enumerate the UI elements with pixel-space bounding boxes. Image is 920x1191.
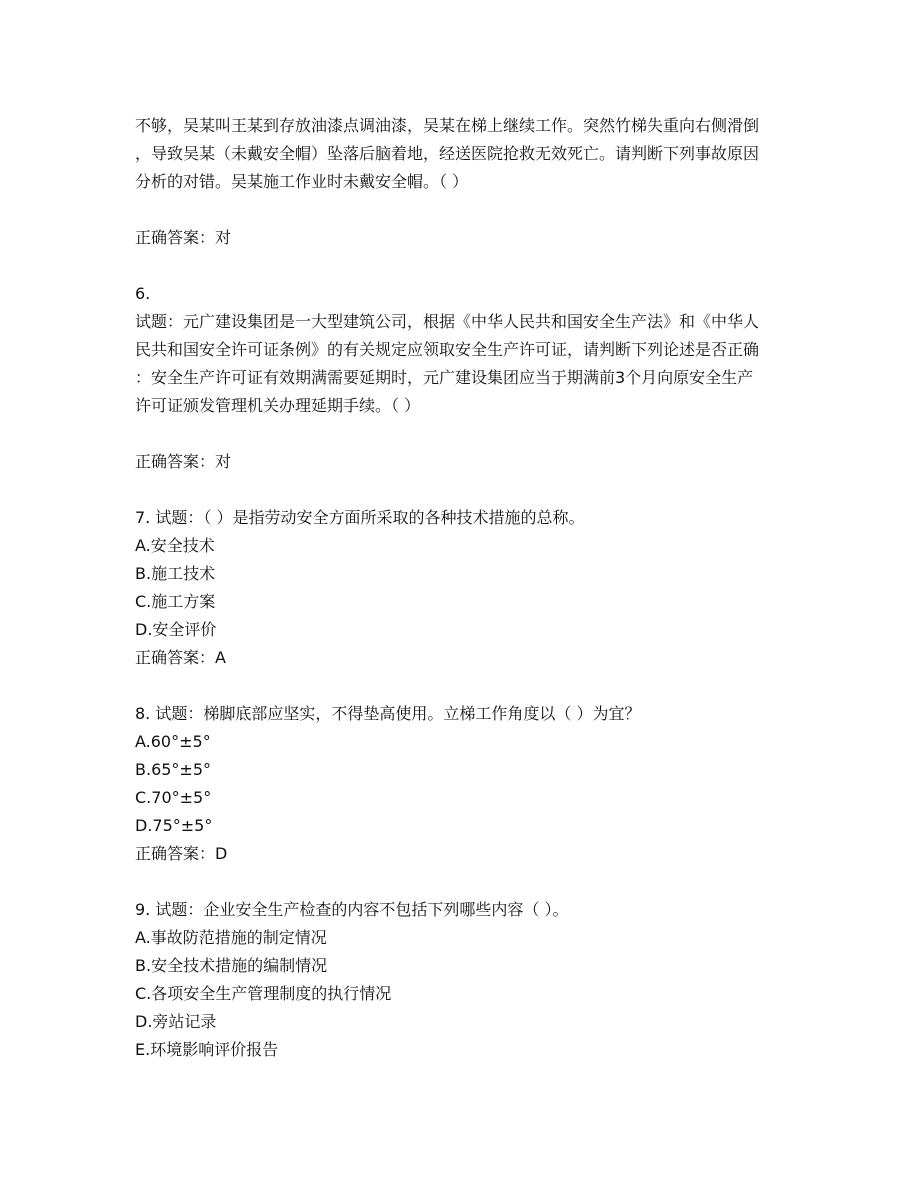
question-8-answer: 正确答案：D [135,844,228,863]
question-5-answer: 正确答案：对 [135,228,232,247]
question-5 [135,112,785,252]
question-6-answer: 正确答案：对 [135,452,232,471]
question-7-option: D.安全评价 [135,620,217,639]
question-7 [135,504,785,672]
question-6-stem-line: 许可证颁发管理机关办理延期手续。（ ） [135,396,421,415]
question-8-option: D.75°±5° [135,816,213,835]
question-8-option: B.65°±5° [135,760,212,779]
question-9-stem: 9. 试题：企业安全生产检查的内容不包括下列哪些内容（ ）。 [135,900,569,919]
document-page [135,112,785,1064]
question-9-option: E.环境影响评价报告 [135,1040,279,1059]
question-8-option: C.70°±5° [135,788,212,807]
question-5-stem-line: ，导致吴某（未戴安全帽）坠落后脑着地，经送医院抢救无效死亡。请判断下列事故原因 [135,144,760,163]
question-7-option: B.施工技术 [135,564,216,583]
question-7-option: A.安全技术 [135,536,215,555]
question-6-stem-line: 民共和国安全许可证条例》的有关规定应领取安全生产许可证，请判断下列论述是否正确 [135,340,760,359]
question-6-stem-line: ：安全生产许可证有效期满需要延期时，元广建设集团应当于期满前3个月向原安全生产 [135,368,754,387]
question-7-option: C.施工方案 [135,592,216,611]
question-5-stem-line: 分析的对错。吴某施工作业时未戴安全帽。（ ） [135,172,469,191]
question-8-option: A.60°±5° [135,732,211,751]
question-9-option: A.事故防范措施的制定情况 [135,928,327,947]
question-9-option: C.各项安全生产管理制度的执行情况 [135,984,392,1003]
question-7-stem: 7. 试题：（ ）是指劳动安全方面所采取的各种技术措施的总称。 [135,508,585,527]
question-9-option: B.安全技术措施的编制情况 [135,956,328,975]
question-9-option: D.旁站记录 [135,1012,217,1031]
question-6-number: 6. [135,284,151,303]
question-8 [135,700,785,868]
question-6 [135,280,785,476]
question-6-stem-line: 试题：元广建设集团是一大型建筑公司，根据《中华人民共和国安全生产法》和《中华人 [135,312,760,331]
question-5-stem-line: 不够，吴某叫王某到存放油漆点调油漆，吴某在梯上继续工作。突然竹梯失重向右侧滑倒 [135,116,760,135]
question-8-stem: 8. 试题：梯脚底部应坚实，不得垫高使用。立梯工作角度以（ ）为宜？ [135,704,641,723]
question-7-answer: 正确答案：A [135,648,226,667]
question-9 [135,896,785,1064]
